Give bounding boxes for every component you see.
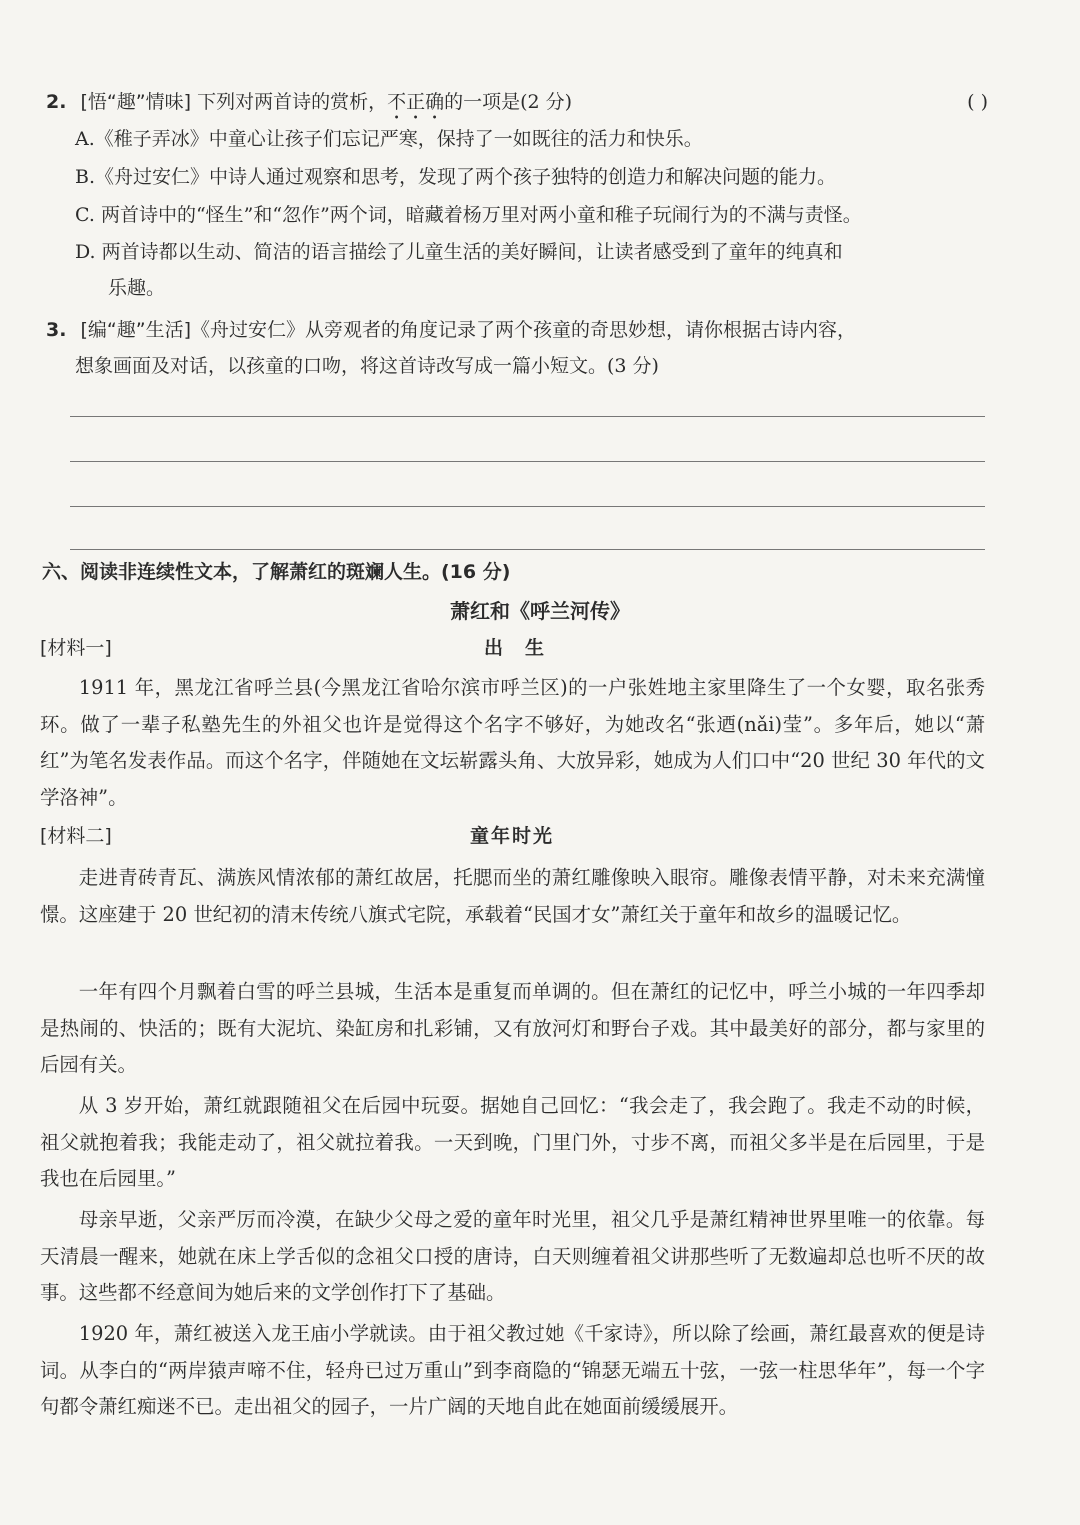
material1-subtitle: 出生 xyxy=(484,637,567,659)
q2-stem-emphasis: 不正确 xyxy=(387,91,445,113)
q2-number: 2. xyxy=(46,91,67,113)
material1-label: [材料一] xyxy=(40,637,112,659)
material2-paragraph-3: 从 3 岁开始，萧红就跟随祖父在后园中玩耍。据她自己回忆：“我会走了，我会跑了。我走不动的时候，祖父就抱着我；我能走动了，祖父就拉着我。一天到晚，门里门外，寸步不离，而祖父多半是在后园里，于是我也在后园里。” xyxy=(40,1094,985,1190)
material1-paragraph: 1911 年，黑龙江省呼兰县(今黑龙江省哈尔滨市呼兰区)的一户张姓地主家里降生了一个女婴，取名张秀环。做了一辈子私塾先生的外祖父也许是觉得这个名字不够好，为她改名“张迺(nǎi)莹”。多年后，她以“萧红”为笔名发表作品。而这个名字，伴随她在文坛崭露头角、大放异彩，她成为人们口中“20 世纪 30 年代的文学洛神”。 xyxy=(40,676,985,809)
q2-option-d-continued: 乐趣。 xyxy=(108,277,166,299)
q3-line1: 《舟过安仁》从旁观者的角度记录了两个孩童的奇思妙想，请你根据古诗内容， xyxy=(191,319,857,341)
q2-stem-after: 的一项是(2 分) xyxy=(444,91,573,113)
q2-tag: [悟“趣”情味] xyxy=(80,91,192,113)
material2-paragraph-4: 母亲早逝，父亲严厉而冷漠，在缺少父母之爱的童年时光里，祖父几乎是萧红精神世界里唯一的依靠。每天清晨一醒来，她就在床上学舌似的念祖父口授的唐诗，白天则缠着祖父讲那些听了无数遍却总也听不厌的故事。这些都不经意间为她后来的文学创作打下了基础。 xyxy=(40,1208,985,1304)
answer-line-3[interactable] xyxy=(70,506,985,507)
q3-tag: [编“趣”生活] xyxy=(80,319,192,341)
answer-line-2[interactable] xyxy=(70,461,985,462)
material2-label: [材料二] xyxy=(40,825,112,847)
q2-option-d: D. 两首诗都以生动、简洁的语言描绘了儿童生活的美好瞬间，让读者感受到了童年的纯真和 xyxy=(75,241,843,263)
q3-number: 3. xyxy=(46,319,67,341)
q2-stem-before: 下列对两首诗的赏析， xyxy=(197,91,388,113)
q2-option-a: A.《稚子弄冰》中童心让孩子们忘记严寒，保持了一如既往的活力和快乐。 xyxy=(75,128,703,150)
q2-option-b: B.《舟过安仁》中诗人通过观察和思考，发现了两个孩子独特的创造力和解决问题的能力。 xyxy=(75,166,837,188)
material2-subtitle: 童年时光 xyxy=(470,825,555,847)
answer-line-4[interactable] xyxy=(70,549,985,550)
material2-paragraph-1: 走进青砖青瓦、满族风情浓郁的萧红故居，托腮而坐的萧红雕像映入眼帘。雕像表情平静，对未来充满憧憬。这座建于 20 世纪初的清末传统八旗式宅院，承载着“民国才女”萧红关于童年和故乡的温暖记忆。 xyxy=(40,866,985,926)
material2-paragraph-5: 1920 年，萧红被送入龙王庙小学就读。由于祖父教过她《千家诗》，所以除了绘画，萧红最喜欢的便是诗词。从李白的“两岸猿声啼不住，轻舟已过万重山”到李商隐的“锦瑟无端五十弦，一弦一柱思华年”，每一个字句都令萧红痴迷不已。走出祖父的园子，一片广阔的天地自此在她面前缓缓展开。 xyxy=(40,1322,985,1418)
q3-stem xyxy=(46,316,856,344)
q2-stem xyxy=(46,88,572,124)
material2-paragraph-2: 一年有四个月飘着白雪的呼兰县城，生活本是重复而单调的。但在萧红的记忆中，呼兰小城的一年四季却是热闹的、快活的；既有大泥坑、染缸房和扎彩铺，又有放河灯和野台子戏。其中最美好的部分，都与家里的后园有关。 xyxy=(40,980,985,1076)
section6-title: 萧红和《呼兰河传》 xyxy=(450,599,630,623)
section6-heading: 六、阅读非连续性文本，了解萧红的斑斓人生。(16 分) xyxy=(42,561,511,583)
q2-answer-blank: ( ) xyxy=(967,91,988,113)
answer-line-1[interactable] xyxy=(70,416,985,417)
q2-option-c: C. 两首诗中的“怪生”和“忽作”两个词，暗藏着杨万里对两小童和稚子玩闹行为的不满与责怪。 xyxy=(75,204,862,226)
q3-line2: 想象画面及对话，以孩童的口吻，将这首诗改写成一篇小短文。(3 分) xyxy=(75,355,659,377)
